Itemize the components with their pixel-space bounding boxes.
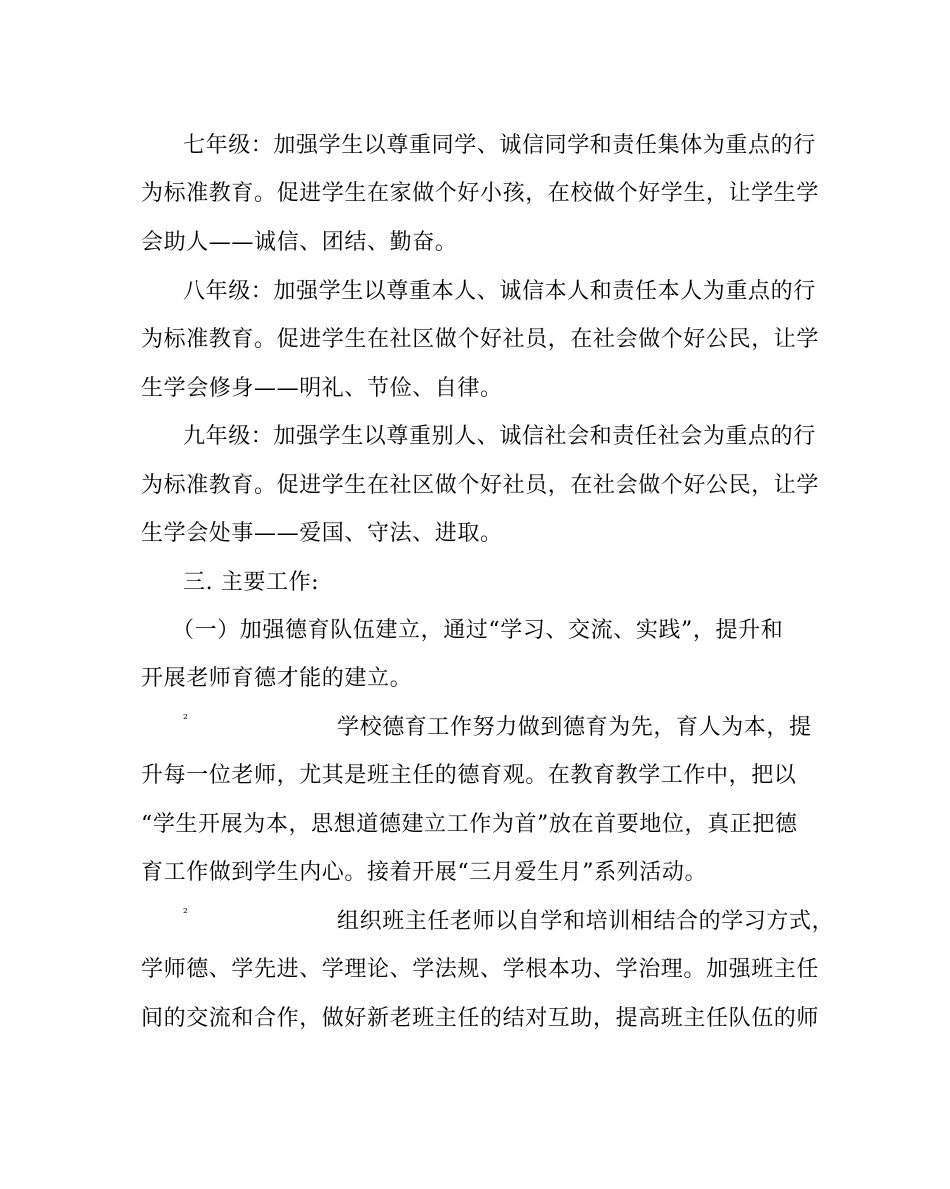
bullet-marker: ²	[183, 906, 188, 920]
grade8-line-2: 为标准教育。促进学生在社区做个好社员，在社会做个好公民，让学	[141, 327, 820, 352]
bullet1-line-2: 升每一位老师，尤其是班主任的德育观。在教育教学工作中，把以	[141, 763, 797, 788]
bullet1-line-3: “学生开展为本，思想道德建立工作为首”放在首要地位，真正把德	[141, 812, 798, 837]
bullet2-line-1: 组织班主任老师以自学和培训相结合的学习方式，	[337, 909, 835, 934]
grade7-line-3: 会助人——诚信、团结、勤奋。	[141, 230, 458, 255]
bullet2-line-2: 学师德、学先进、学理论、学法规、学根本功、学治理。加强班主任	[141, 957, 820, 982]
grade9-line-2: 为标准教育。促进学生在社区做个好社员，在社会做个好公民，让学	[141, 473, 820, 498]
grade8-line-3: 生学会修身——明礼、节俭、自律。	[141, 376, 503, 401]
grade9-line-3: 生学会处事——爱国、守法、进取。	[141, 521, 503, 546]
bullet1-line-4: 育工作做到学生内心。接着开展“三月爱生月”系列活动。	[141, 860, 708, 885]
section-heading: 三. 主要工作:	[183, 570, 320, 595]
grade7-line-1: 七年级：加强学生以尊重同学、诚信同学和责任集体为重点的行	[183, 133, 816, 158]
bullet-marker: ²	[183, 712, 188, 726]
bullet1-line-1: 学校德育工作努力做到德育为先，育人为本，提	[337, 715, 812, 740]
grade9-line-1: 九年级：加强学生以尊重别人、诚信社会和责任社会为重点的行	[183, 424, 816, 449]
item1-line-1: （一）加强德育队伍建立，通过“学习、交流、实践”，提升和	[172, 618, 784, 643]
grade7-line-2: 为标准教育。促进学生在家做个好小孩，在校做个好学生，让学生学	[141, 181, 820, 206]
bullet2-line-3: 间的交流和合作，做好新老班主任的结对互助，提高班主任队伍的师	[141, 1006, 820, 1031]
grade8-line-1: 八年级：加强学生以尊重本人、诚信本人和责任本人为重点的行	[183, 279, 816, 304]
item1-line-2: 开展老师育德才能的建立。	[141, 666, 413, 691]
